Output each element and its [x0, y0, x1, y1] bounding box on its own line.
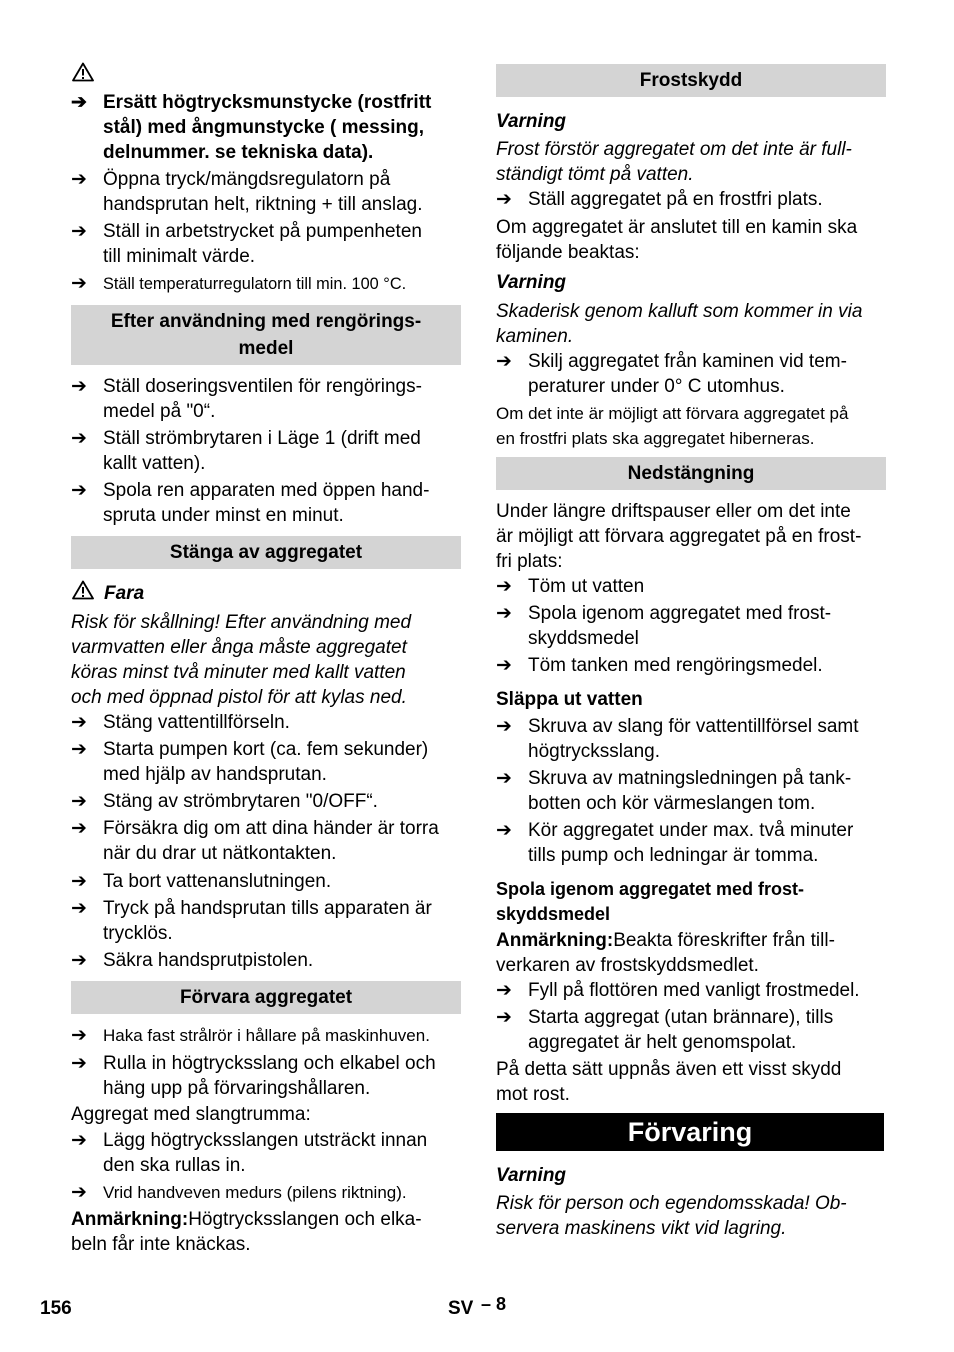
step-text — [103, 1051, 461, 1101]
text-line: en frostfri plats ska aggregatet hiberneras. — [496, 429, 815, 448]
text-line: medel på "0“. — [103, 401, 216, 422]
text-line: Ställ in arbetstrycket på pumpenheten — [103, 221, 422, 242]
step-text — [103, 948, 461, 973]
paragraph — [496, 215, 886, 265]
arrow-right-icon: ➔ — [496, 768, 512, 789]
text-line: aggregatet är helt genomspolat. — [528, 1032, 797, 1053]
text-line: Stäng av strömbrytaren "0/OFF“. — [103, 791, 378, 812]
section-header — [496, 457, 886, 490]
text-line: Haka fast strålrör i hållare på maskinhuven. — [103, 1026, 430, 1045]
step-text — [103, 219, 461, 269]
text-line: Fyll på flottören med vanligt frostmedel. — [528, 980, 860, 1001]
step-text — [103, 478, 461, 528]
text-line: delnummer. se tekniska data). — [103, 142, 374, 163]
warning-triangle-icon — [72, 62, 94, 82]
text-line: Högtrycksslangen och elka- — [188, 1209, 422, 1230]
text-line: Försäkra dig om att dina händer är torra — [103, 818, 439, 839]
text-line: Stäng vattentillförseln. — [103, 712, 290, 733]
danger-text — [71, 610, 461, 710]
text-line: Beakta föreskrifter från till- — [613, 930, 835, 951]
arrow-right-icon: ➔ — [71, 480, 87, 501]
warning-label: Varning — [496, 1165, 567, 1186]
text-line: Om det inte är möjligt att förvara aggregatet på — [496, 404, 849, 423]
text-line: Vrid handveven medurs (pilens riktning). — [103, 1183, 407, 1202]
heading-line: Förvara aggregatet — [179, 987, 353, 1008]
text-line: köras minst två minuter med kallt vatten — [71, 662, 406, 683]
text-line: Rulla in högtrycksslang och elkabel och — [103, 1053, 436, 1074]
paragraph — [496, 499, 886, 574]
arrow-right-icon: ➔ — [71, 1053, 87, 1074]
text-line: servera maskinens vikt vid lagring. — [496, 1218, 787, 1239]
arrow-right-icon: ➔ — [71, 818, 87, 839]
chapter-title: Förvaring — [496, 1113, 884, 1151]
arrow-right-icon: ➔ — [71, 871, 87, 892]
text-line: Töm ut vatten — [528, 576, 645, 597]
warning-text — [496, 137, 886, 187]
arrow-right-icon: ➔ — [496, 603, 512, 624]
arrow-right-icon: ➔ — [496, 655, 512, 676]
step-text — [103, 789, 461, 814]
text-line: Ställ doseringsventilen för rengörings- — [103, 376, 422, 397]
step-text — [103, 1180, 461, 1205]
paragraph: Aggregat med slangtrumma: — [71, 1104, 311, 1125]
step-text — [103, 737, 461, 787]
text-line: Skruva av slang för vattentillförsel samt — [528, 716, 859, 737]
section-header — [71, 305, 461, 365]
text-line: skyddsmedel — [528, 628, 639, 649]
text-line: Lägg högtrycksslangen utsträckt innan — [103, 1130, 428, 1151]
step-text — [528, 766, 886, 816]
text-line: Spola igenom aggregatet med frost- — [496, 879, 805, 899]
arrow-right-icon: ➔ — [71, 712, 87, 733]
text-line: Spola ren apparaten med öppen hand- — [103, 480, 430, 501]
text-line: Säkra handsprutpistolen. — [103, 950, 314, 971]
text-line: Ställ strömbrytaren i Läge 1 (drift med — [103, 428, 421, 449]
warning-text — [496, 1191, 886, 1241]
step-text — [528, 818, 886, 868]
heading-line: medel — [238, 338, 294, 359]
step-text — [103, 1128, 461, 1178]
text-line: den ska rullas in. — [103, 1155, 246, 1176]
step-text — [528, 601, 886, 651]
text-line: Under längre driftspauser eller om det inte — [496, 501, 851, 522]
warning-label: Varning — [496, 111, 567, 132]
text-line: botten och kör värmeslangen tom. — [528, 793, 816, 814]
step-text — [103, 271, 447, 296]
text-line: Ställ temperaturregulatorn till min. 100 °C. — [103, 274, 407, 293]
text-line: Ta bort vattenanslutningen. — [103, 871, 332, 892]
step-text — [528, 349, 886, 399]
text-line: Skilj aggregatet från kaminen vid tem- — [528, 351, 847, 372]
arrow-right-icon: ➔ — [71, 273, 87, 294]
paragraph — [496, 1057, 886, 1107]
step-text — [528, 574, 886, 599]
arrow-right-icon: ➔ — [71, 1130, 87, 1151]
text-line: till minimalt värde. — [103, 246, 256, 267]
text-line: Ställ aggregatet på en frostfri plats. — [528, 189, 823, 210]
text-line: högtrycksslang. — [528, 741, 661, 762]
heading-line: Frostskydd — [639, 70, 743, 91]
text-line: peraturer under 0° C utomhus. — [528, 376, 785, 397]
text-line: Om aggregatet är anslutet till en kamin ska — [496, 217, 858, 238]
heading-line: Efter användning med rengörings- — [110, 311, 422, 332]
arrow-right-icon: ➔ — [71, 169, 87, 190]
step-text — [103, 710, 461, 735]
text-line: Frost förstör aggregatet om det inte är full- — [496, 139, 852, 160]
arrow-right-icon: ➔ — [71, 791, 87, 812]
text-line: Töm tanken med rengöringsmedel. — [528, 655, 823, 676]
step-text — [528, 187, 886, 212]
arrow-right-icon: ➔ — [496, 716, 512, 737]
text-line: Kör aggregatet under max. två minuter — [528, 820, 854, 841]
text-line: Risk för person och egendomsskada! Ob- — [496, 1193, 847, 1214]
text-line: fri plats: — [496, 551, 563, 572]
text-line: På detta sätt uppnås även ett visst skydd — [496, 1059, 842, 1080]
section-header — [71, 981, 461, 1014]
page-number: 156 — [40, 1298, 72, 1319]
step-text — [103, 374, 461, 424]
step-text — [103, 896, 461, 946]
text-line: Skruva av matningsledningen på tank- — [528, 768, 852, 789]
text-line: spruta under minst en minut. — [103, 505, 344, 526]
arrow-right-icon: ➔ — [71, 898, 87, 919]
text-line: mot rost. — [496, 1084, 570, 1105]
text-line: ständigt tömt på vatten. — [496, 164, 694, 185]
page-of: – 8 — [481, 1294, 507, 1314]
text-line: stål) med ångmunstycke ( messing, — [103, 117, 424, 138]
subheading — [496, 877, 886, 927]
text-line: Starta pumpen kort (ca. fem sekunder) — [103, 739, 429, 760]
heading-line: Nedstängning — [627, 463, 755, 484]
text-line: trycklös. — [103, 923, 173, 944]
arrow-right-icon: ➔ — [496, 189, 512, 210]
step-text — [103, 1023, 461, 1048]
warning-triangle-icon — [72, 580, 94, 600]
subheading: Släppa ut vatten — [496, 689, 643, 710]
step-text — [103, 167, 461, 217]
warning-text — [496, 299, 886, 349]
text-line: Tryck på handsprutan tills apparaten är — [103, 898, 432, 919]
text-line: kallt vatten). — [103, 453, 206, 474]
text-line: och med öppnad pistol för att kylas ned. — [71, 687, 407, 708]
text-line: kaminen. — [496, 326, 574, 347]
heading-line: Stänga av aggregatet — [169, 542, 363, 563]
text-line: när du drar ut nätkontakten. — [103, 843, 337, 864]
step-text — [528, 714, 886, 764]
text-line: Ersätt högtrycksmunstycke (rostfritt — [103, 92, 432, 113]
language-code: SV — [448, 1298, 474, 1319]
arrow-right-icon: ➔ — [71, 739, 87, 760]
text-line: med hjälp av handsprutan. — [103, 764, 327, 785]
note-paragraph — [71, 1207, 461, 1257]
arrow-right-icon: ➔ — [71, 92, 87, 113]
note-paragraph — [496, 928, 886, 978]
step-text — [528, 1005, 886, 1055]
text-line: häng upp på förvaringshållaren. — [103, 1078, 371, 1099]
arrow-right-icon: ➔ — [71, 1025, 87, 1046]
note-label: Anmärkning: — [71, 1209, 189, 1230]
text-line: är möjligt att förvara aggregatet på en frost- — [496, 526, 862, 547]
step-text — [528, 653, 886, 678]
text-line: beln får inte knäckas. — [71, 1234, 251, 1255]
text-line: handsprutan helt, riktning + till anslag. — [103, 194, 423, 215]
text-line: följande beaktas: — [496, 242, 640, 263]
text-line: Skaderisk genom kalluft som kommer in via — [496, 301, 863, 322]
text-line: skyddsmedel — [496, 904, 611, 924]
step-text — [103, 816, 461, 866]
paragraph — [496, 401, 886, 451]
step-text — [103, 426, 461, 476]
text-line: verkaren av frostskyddsmedlet. — [496, 955, 759, 976]
arrow-right-icon: ➔ — [71, 221, 87, 242]
text-line: Öppna tryck/mängdsregulatorn på — [103, 169, 391, 190]
note-label: Anmärkning: — [496, 930, 614, 951]
arrow-right-icon: ➔ — [71, 950, 87, 971]
text-line: Spola igenom aggregatet med frost- — [528, 603, 832, 624]
text-line: tills pump och ledningar är tomma. — [528, 845, 819, 866]
arrow-right-icon: ➔ — [71, 376, 87, 397]
arrow-right-icon: ➔ — [496, 351, 512, 372]
warning-label: Varning — [496, 272, 567, 293]
step-text — [528, 978, 886, 1003]
step-text — [103, 869, 461, 894]
text-line: varmvatten eller ånga måste aggregatet — [71, 637, 407, 658]
section-header — [496, 64, 886, 97]
arrow-right-icon: ➔ — [71, 1182, 87, 1203]
arrow-right-icon: ➔ — [496, 1007, 512, 1028]
danger-label: Fara — [104, 583, 145, 604]
arrow-right-icon: ➔ — [496, 576, 512, 597]
arrow-right-icon: ➔ — [71, 428, 87, 449]
arrow-right-icon: ➔ — [496, 980, 512, 1001]
text-line: Risk för skållning! Efter användning med — [71, 612, 412, 633]
arrow-right-icon: ➔ — [496, 820, 512, 841]
section-header — [71, 536, 461, 569]
step-text — [103, 90, 461, 165]
text-line: Starta aggregat (utan brännare), tills — [528, 1007, 834, 1028]
